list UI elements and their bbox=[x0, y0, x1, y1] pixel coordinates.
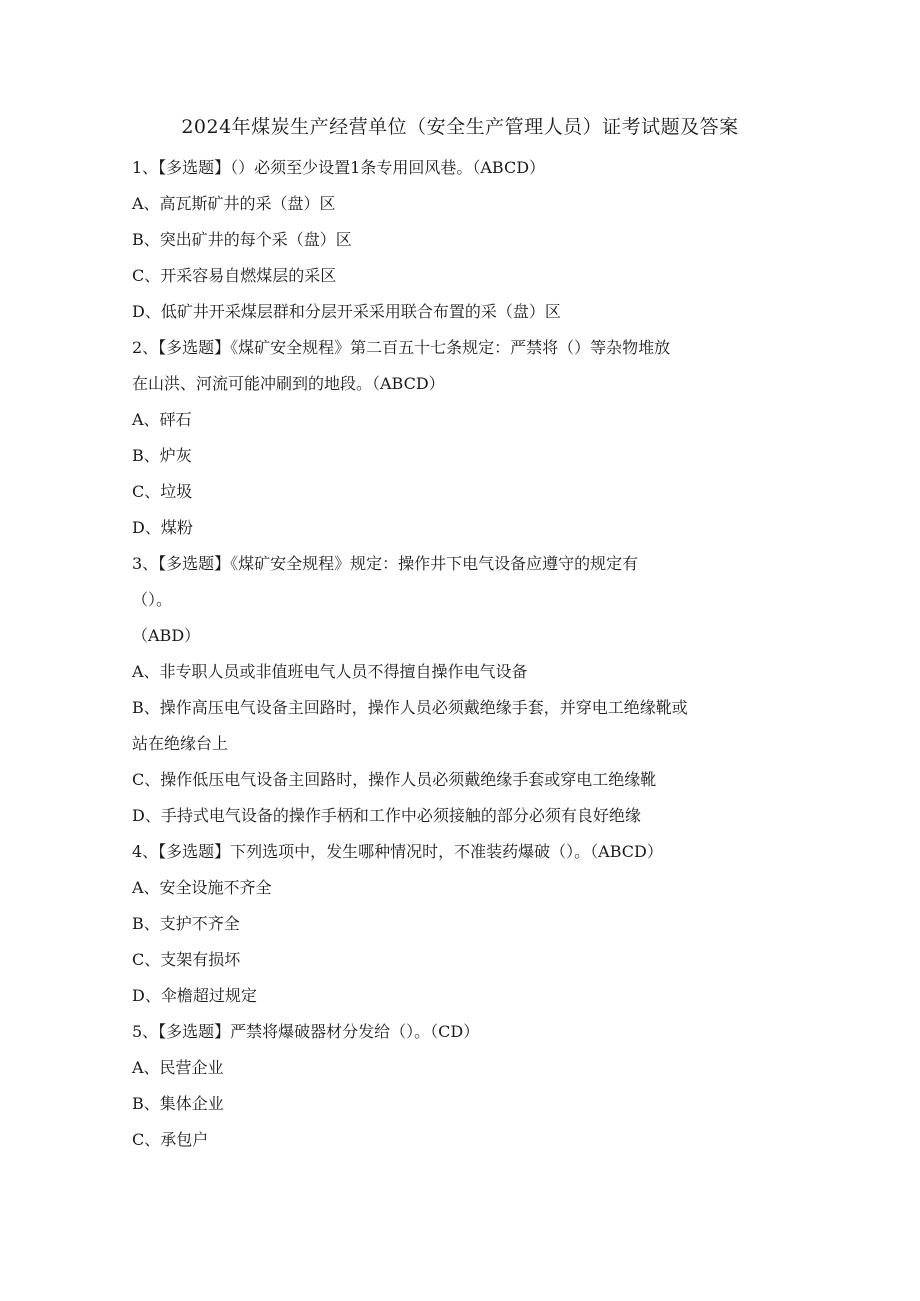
text-line: C、开采容易自燃煤层的采区 bbox=[132, 266, 337, 285]
text-line: C、操作低压电气设备主回路时，操作人员必须戴绝缘手套或穿电工绝缘靴 bbox=[132, 770, 657, 789]
text-line: （）。 bbox=[132, 590, 173, 609]
text-line: B、炉灰 bbox=[132, 446, 192, 465]
text-line: D、煤粉 bbox=[132, 518, 193, 537]
text-line: B、集体企业 bbox=[132, 1094, 224, 1113]
text-line: B、操作高压电气设备主回路时，操作人员必须戴绝缘手套，并穿电工绝缘靴或 bbox=[132, 698, 688, 717]
text-line: 3、【多选题】《煤矿安全规程》规定：操作井下电气设备应遵守的规定有 bbox=[132, 554, 639, 573]
text-line: （ABD） bbox=[132, 626, 201, 645]
text-line: 2、【多选题】《煤矿安全规程》第二百五十七条规定：严禁将（）等杂物堆放 bbox=[132, 338, 671, 357]
text-line: B、支护不齐全 bbox=[132, 914, 240, 933]
text-line: C、承包户 bbox=[132, 1130, 209, 1149]
text-line: A、高瓦斯矿井的采（盘）区 bbox=[132, 194, 336, 213]
text-line: 站在绝缘台上 bbox=[132, 734, 229, 753]
text-line: A、非专职人员或非值班电气人员不得擅自操作电气设备 bbox=[132, 662, 528, 681]
text-line: D、伞檐超过规定 bbox=[132, 986, 257, 1005]
text-line: A、安全设施不齐全 bbox=[132, 878, 272, 897]
text-line: 5、【多选题】严禁将爆破器材分发给（）。（CD） bbox=[132, 1022, 480, 1041]
text-line: C、支架有损坏 bbox=[132, 950, 241, 969]
text-line: 1、【多选题】（）必须至少设置1条专用回风巷。（ABCD） bbox=[132, 158, 546, 177]
text-line: D、手持式电气设备的操作手柄和工作中必须接触的部分必须有良好绝缘 bbox=[132, 806, 641, 825]
text-line: C、垃圾 bbox=[132, 482, 193, 501]
document-body bbox=[132, 150, 792, 1158]
document-title: 2024年煤炭生产经营单位（安全生产管理人员）证考试题及答案 bbox=[181, 116, 739, 138]
text-line: A、民营企业 bbox=[132, 1058, 224, 1077]
text-line: 在山洪、河流可能冲刷到的地段。（ABCD） bbox=[132, 374, 445, 393]
text-line: D、低矿井开采煤层群和分层开采采用联合布置的采（盘）区 bbox=[132, 302, 561, 321]
text-line: 4、【多选题】下列选项中，发生哪种情况时，不准装药爆破（）。（ABCD） bbox=[132, 842, 663, 861]
text-line: A、砰石 bbox=[132, 410, 192, 429]
text-line: B、突出矿井的每个采（盘）区 bbox=[132, 230, 352, 249]
